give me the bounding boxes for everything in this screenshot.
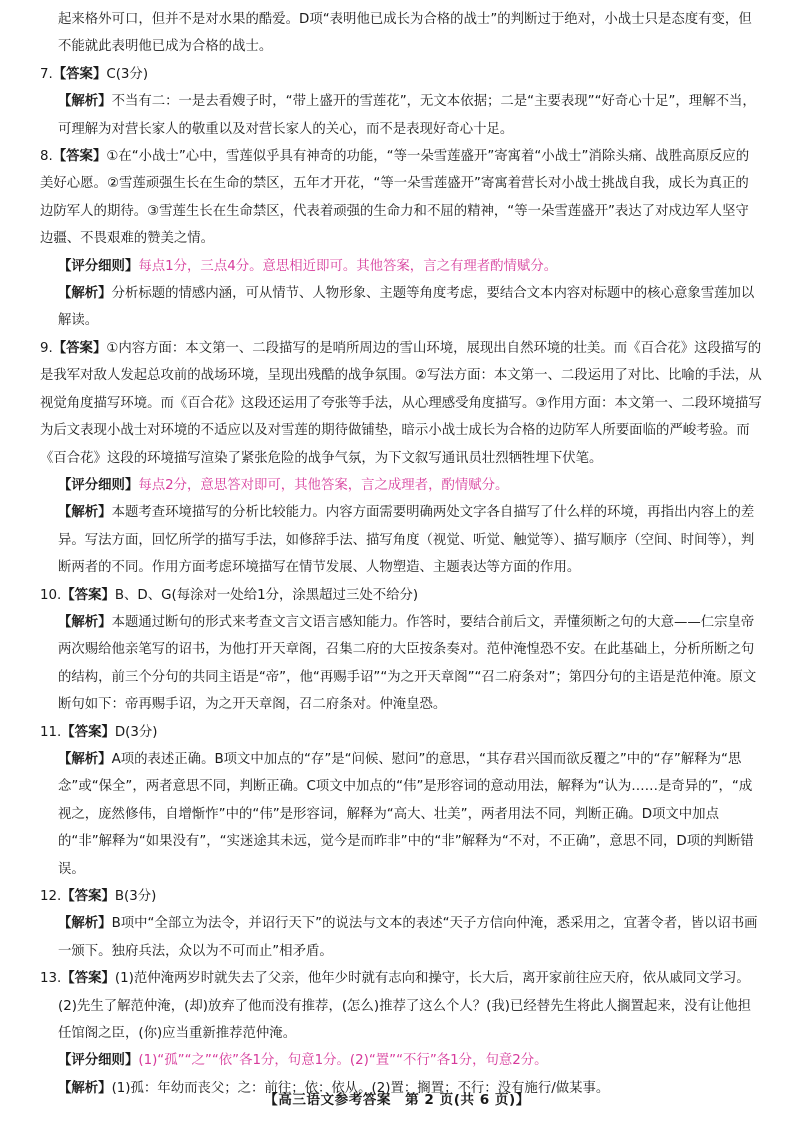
answer-key-body [40, 6, 762, 1102]
analysis-text: 本题通过断句的形式来考查文言文语言感知能力。作答时，要结合前后文，弄懂须断之句的大意——仁宗皇帝两次赐给他亲笔写的诏书，为他打开天章阁，召集二府的大臣按条奏对。范仲淹惶恐不安。在此基础上，分析所断之句的结构，前三个分句的共同主语是“帝”，他“再赐手诏”“为之开天章阁”“召二府条对”；第四分句的主语是范仲淹。原文断句如下：帝再赐手诏，为之开天章阁，召二府条对。仲淹皇恐。 [58, 614, 757, 713]
answer-text: ①内容方面：本文第一、二段描写的是哨所周边的雪山环境，展现出自然环境的壮美。而《百合花》这段描写的是我军对敌人发起总攻前的战场环境，呈现出残酷的战争氛围。②写法方面：本文第一、二段运用了对比、比喻的手法，从视觉角度描写环境。而《百合花》这段还运用了夸张等手法，从心理感受角度描写。③作用方面：本文第一、二段环境描写为后文表现小战士对环境的不适应以及对雪莲的期待做铺垫，暗示小战士成长为合格的边防军人所要面临的严峻考验。而《百合花》这段的环境描写渲染了紧张危险的战争气氛，为下文叙写通讯员壮烈牺牲埋下伏笔。 [40, 340, 762, 466]
scoring-text: 每点1分，三点4分。意思相近即可。其他答案，言之有理者酌情赋分。 [138, 258, 558, 274]
question-10 [40, 582, 762, 719]
analysis-text: B项中“全部立为法令，并诏行天下”的说法与文本的表述“天子方信向仲淹，悉采用之，宜著令者，皆以诏书画一颁下。独府兵法，众以为不可而止”相矛盾。 [58, 916, 758, 959]
analysis-text: 不当有二：一是去看嫂子时，“带上盛开的雪莲花”，无文本依据；二是“主要表现”“好奇心十足”，理解不当，可理解为对营长家人的敬重以及对营长家人的关心，而不是表现好奇心十足。 [58, 94, 756, 137]
question-9 [40, 335, 762, 582]
scoring-label: 【评分细则】 [58, 1053, 139, 1069]
analysis-text: 本题考查环境描写的分析比较能力。内容方面需要明确两处文字各自描写了什么样的环境，再指出内容上的差异。写法方面，回忆所学的描写手法，如修辞手法、描写角度（视觉、听觉、触觉等）、描写顺序（空间、时间等），判断两者的不同。作用方面考虑环境描写在情节发展、人物塑造、主题表达等方面的作用。 [58, 505, 755, 576]
answer-label: 【答案】 [52, 149, 107, 165]
answer-text-2: (2)先生了解范仲淹，(却)放弃了他而没有推荐，(怎么)推荐了这么个人？(我)已经替先生将此人搁置起来，没有让他担任馆阁之臣，(你)应当重新推荐范仲淹。 [58, 998, 752, 1042]
question-number: 9. [40, 340, 53, 356]
question-12 [40, 883, 762, 965]
question-number: 7. [40, 66, 53, 82]
analysis-label: 【解析】 [58, 505, 112, 521]
analysis-label: 【解析】 [58, 916, 112, 932]
scoring-text: 每点2分，意思答对即可，其他答案，言之成理者，酌情赋分。 [138, 477, 509, 493]
analysis-label: 【解析】 [58, 614, 112, 630]
answer-label: 【答案】 [61, 971, 115, 987]
answer-label: 【答案】 [61, 889, 115, 904]
answer-label: 【答案】 [52, 66, 107, 82]
answer-text: (1)范仲淹两岁时就失去了父亲，他年少时就有志向和操守，长大后，离开家前往应天府，依从戚同文学习。 [114, 971, 750, 987]
answer-label: 【答案】 [61, 587, 115, 603]
question-number: 8. [40, 149, 53, 165]
question-number: 12. [40, 889, 62, 904]
answer-text: ①在“小战士”心中，雪莲似乎具有神奇的功能，“等一朵雪莲盛开”寄寓着“小战士”消除头痛、战胜高原反应的美好心愿。②雪莲顽强生长在生命的禁区，五年才开花，“等一朵雪莲盛开”寄寓着营长对小战士挑战自我，成长为真正的边防军人的期待。③雪莲生长在生命禁区，代表着顽强的生命力和不屈的精神，“等一朵雪莲盛开”表达了对戍边军人坚守边疆、不畏艰难的赞美之情。 [40, 149, 750, 247]
question-13 [40, 965, 762, 1102]
answer-text: B、D、G(每涂对一处给1分，涂黑超过三处不给分) [114, 587, 419, 603]
question-number: 13. [40, 971, 62, 987]
q6-analysis-tail: 起来格外可口，但并不是对水果的酷爱。D项“表明他已成长为合格的战士”的判断过于绝对，小战士只是态度有变，但不能就此表明他已成为合格的战士。 [58, 12, 752, 55]
analysis-text: A项的表述正确。B项文中加点的“存”是“问候、慰问”的意思，“其存君兴国而欲反覆之”中的“存”解释为“思念”或“保全”，两者意思不同，判断正确。C项文中加点的“伟”是形容词的意动用法，解释为“认为……是奇异的”，“成视之，庞然修伟，自增惭怍”中的“伟”是形容词，解释为“高大、壮美”，两者用法不同，判断正确。D项文中加点的“非”解释为“如果没有”，“实迷途其未远，觉今是而昨非”中的“非”解释为“不对，不正确”，意思不同，D项的判断错误。 [58, 751, 754, 877]
answer-text: D(3分) [114, 724, 158, 740]
answer-text: C(3分) [106, 66, 149, 82]
scoring-label: 【评分细则】 [58, 477, 139, 493]
question-7 [40, 61, 762, 143]
analysis-label: 【解析】 [58, 751, 112, 767]
question-8 [40, 143, 762, 335]
question-11 [40, 719, 762, 883]
analysis-text: 分析标题的情感内涵，可从情节、人物形象、主题等角度考虑，要结合文本内容对标题中的核心意象雪莲加以解读。 [58, 286, 755, 329]
analysis-label: 【解析】 [58, 94, 112, 110]
question-number: 10. [40, 587, 62, 603]
scoring-label: 【评分细则】 [58, 258, 139, 274]
analysis-label: 【解析】 [58, 1080, 112, 1096]
analysis-text: (1)孤：年幼而丧父；之：前往；依：依从。(2)置：搁置；不行：没有施行/做某事。 [111, 1080, 610, 1096]
question-number: 11. [40, 724, 62, 740]
analysis-label: 【解析】 [58, 286, 112, 302]
scoring-text: (1)“孤”“之”“依”各1分，句意1分。(2)“置”“不行”各1分，句意2分。 [138, 1053, 548, 1069]
page-footer: 【高三语文参考答案 第 2 页(共 6 页)】 [264, 1092, 530, 1108]
answer-text: B(3分) [114, 889, 157, 904]
answer-label: 【答案】 [52, 340, 107, 356]
answer-label: 【答案】 [61, 724, 115, 740]
